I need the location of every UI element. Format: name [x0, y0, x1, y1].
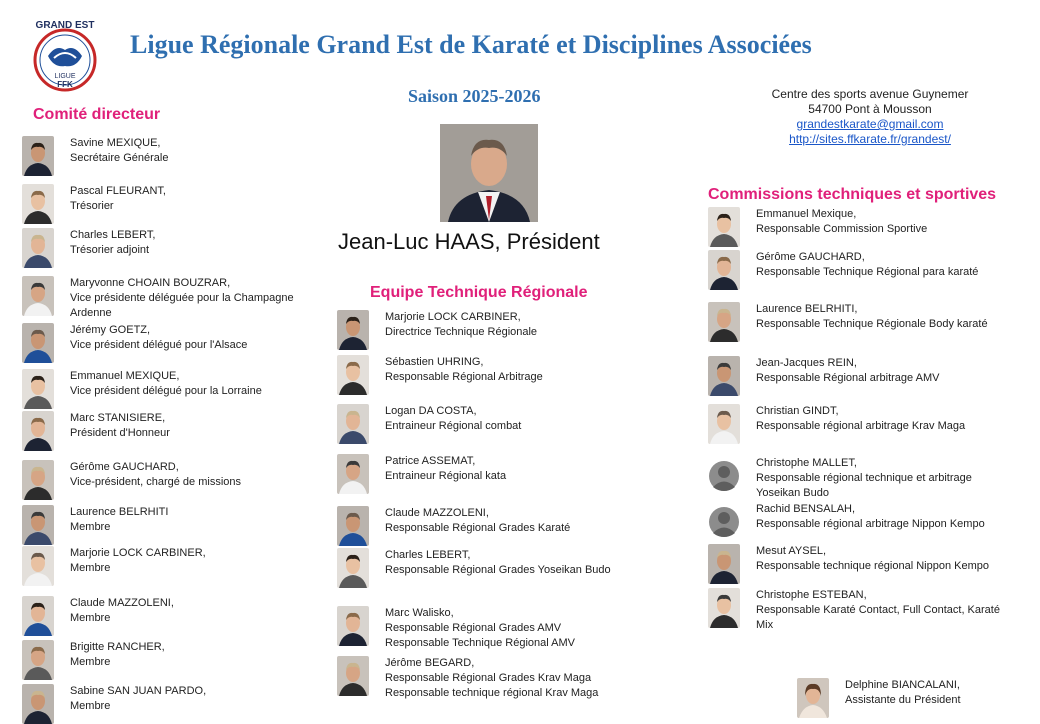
equipe-member: [337, 606, 645, 651]
commissions-member: [708, 544, 1026, 584]
president-name: Jean-Luc HAAS, Président: [338, 229, 600, 254]
member-photo: [22, 640, 54, 680]
member-role2: Responsable Technique Régional AMV: [385, 637, 575, 649]
member-role: Responsable Technique Régional para karaté: [756, 266, 979, 278]
member-name: Mesut AYSEL,: [756, 545, 827, 557]
member-name: Claude MAZZOLENI,: [70, 597, 174, 609]
commissions-member: [708, 356, 1026, 396]
member-role2: Yoseikan Budo: [756, 487, 829, 499]
equipe-member: [337, 404, 645, 444]
member-name: Marc Walisko,: [385, 607, 454, 619]
comite-member: [22, 640, 305, 680]
svg-text:FFK: FFK: [57, 80, 73, 89]
member-photo: [22, 369, 54, 409]
member-role: Trésorier adjoint: [70, 244, 150, 256]
member-role: Responsable technique régional Nippon Kempo: [756, 560, 989, 572]
member-role: Directrice Technique Régionale: [385, 326, 538, 338]
person-silhouette-icon: [708, 502, 740, 542]
member-role: Responsable Technique Régionale Body karaté: [756, 318, 988, 330]
member-photo: [22, 184, 54, 224]
member-photo: [337, 548, 369, 588]
member-photo: [22, 596, 54, 636]
member-photo: [708, 207, 740, 247]
member-name: Marjorie LOCK CARBINER,: [70, 547, 206, 559]
commissions-member: [708, 404, 1026, 444]
member-photo: [22, 276, 54, 316]
member-name: Savine MEXIQUE,: [70, 137, 161, 149]
comite-heading: Comité directeur: [33, 106, 161, 123]
member-role: Membre: [70, 656, 111, 668]
member-role2: Mix: [756, 619, 774, 631]
commissions-member: [708, 302, 1026, 342]
president-photo: [440, 124, 538, 222]
member-photo: [708, 544, 740, 584]
member-photo: [337, 506, 369, 546]
member-photo: [337, 656, 369, 696]
member-name: Christophe MALLET,: [756, 457, 857, 469]
equipe-heading: Equipe Technique Régionale: [370, 284, 588, 301]
commissions-member: [708, 588, 1026, 633]
comite-member: [22, 505, 305, 545]
comite-member: [22, 546, 305, 586]
website-link[interactable]: http://sites.ffkarate.fr/grandest/: [789, 132, 951, 146]
commissions-member: [708, 502, 1026, 542]
member-role: Responsable régional technique et arbitrage: [756, 472, 972, 484]
member-photo: [337, 606, 369, 646]
address-line-2: 54700 Pont à Mousson: [808, 102, 932, 116]
member-name: Jérôme BEGARD,: [385, 657, 475, 669]
svg-text:LIGUE: LIGUE: [54, 73, 76, 80]
comite-member: [22, 684, 305, 724]
season-label: Saison 2025-2026: [408, 86, 541, 106]
member-role: Responsable Karaté Contact, Full Contact, Karaté: [756, 604, 1000, 616]
member-name: Brigitte RANCHER,: [70, 641, 165, 653]
member-role: Vice président délégué pour l'Alsace: [70, 339, 248, 351]
member-name: Christophe ESTEBAN,: [756, 589, 867, 601]
member-photo: [337, 454, 369, 494]
member-role: Secrétaire Générale: [70, 152, 169, 164]
member-role: Membre: [70, 562, 111, 574]
member-name: Laurence BELRHITI: [70, 506, 169, 518]
email-link[interactable]: grandestkarate@gmail.com: [796, 117, 944, 131]
member-name: Gérôme GAUCHARD,: [70, 461, 179, 473]
member-name: Jérémy GOETZ,: [70, 324, 151, 336]
member-name: Charles LEBERT,: [385, 549, 471, 561]
member-name: Rachid BENSALAH,: [756, 503, 856, 515]
assistant-photo: [797, 678, 829, 718]
member-role: Membre: [70, 521, 111, 533]
member-role: Membre: [70, 612, 111, 624]
commissions-member: [708, 456, 1026, 501]
member-photo: [22, 460, 54, 500]
member-name: Marc STANISIERE,: [70, 412, 166, 424]
member-role2: Responsable technique régional Krav Maga: [385, 687, 599, 699]
comite-member: [22, 184, 305, 224]
comite-member: [22, 136, 305, 176]
member-name: Claude MAZZOLENI,: [385, 507, 489, 519]
commissions-heading: Commissions techniques et sportives: [708, 186, 997, 203]
equipe-member: [337, 506, 645, 546]
member-role: Responsable Commission Sportive: [756, 223, 928, 235]
member-photo: [708, 404, 740, 444]
equipe-member: [337, 656, 645, 701]
member-photo: [22, 411, 54, 451]
commissions-member: [708, 207, 1026, 247]
member-name: Laurence BELRHITI,: [756, 303, 858, 315]
member-photo: [708, 302, 740, 342]
member-name: Marjorie LOCK CARBINER,: [385, 311, 521, 323]
member-photo: [708, 356, 740, 396]
comite-member: [22, 369, 305, 409]
member-role: Responsable Régional Grades Karaté: [385, 522, 571, 534]
equipe-member: [337, 454, 645, 494]
member-role: Responsable Régional Grades Krav Maga: [385, 672, 592, 684]
person-silhouette-icon: [708, 456, 740, 496]
member-name: Logan DA COSTA,: [385, 405, 477, 417]
comite-member: [22, 323, 305, 363]
member-role: Trésorier: [70, 200, 114, 212]
member-name: Christian GINDT,: [756, 405, 839, 417]
assistant-entry: [797, 678, 961, 718]
equipe-member: [337, 548, 645, 588]
comite-member: [22, 276, 305, 321]
member-role: Responsable Régional Grades AMV: [385, 622, 562, 634]
member-photo: [22, 228, 54, 268]
equipe-member: [337, 310, 645, 350]
member-role: Responsable Régional arbitrage AMV: [756, 372, 940, 384]
member-name: Sabine SAN JUAN PARDO,: [70, 685, 207, 697]
equipe-member: [337, 355, 645, 395]
member-name: Pascal FLEURANT,: [70, 185, 166, 197]
svg-text:GRAND EST: GRAND EST: [35, 20, 95, 31]
member-photo: [22, 684, 54, 724]
comite-member: [22, 596, 305, 636]
member-name: Gérôme GAUCHARD,: [756, 251, 865, 263]
member-role: Entraineur Régional combat: [385, 420, 522, 432]
page-title: Ligue Régionale Grand Est de Karaté et Disciplines Associées: [130, 30, 812, 59]
member-role: Président d'Honneur: [70, 427, 170, 439]
member-photo: [22, 546, 54, 586]
address-line-1: Centre des sports avenue Guynemer: [771, 87, 969, 101]
member-role: Vice présidente déléguée pour la Champagne Ardenne: [70, 292, 294, 319]
member-photo: [22, 323, 54, 363]
member-name: Emmanuel Mexique,: [756, 208, 857, 220]
assistant-name: Delphine BIANCALANI,: [845, 679, 960, 691]
member-name: Sébastien UHRING,: [385, 356, 484, 368]
member-role: Responsable Régional Arbitrage: [385, 371, 543, 383]
member-name: Charles LEBERT,: [70, 229, 156, 241]
comite-member: [22, 228, 305, 268]
member-photo: [22, 505, 54, 545]
member-photo: [337, 310, 369, 350]
assistant-role: Assistante du Président: [845, 694, 961, 706]
member-role: Vice président délégué pour la Lorraine: [70, 385, 262, 397]
member-role: Vice-président, chargé de missions: [70, 476, 241, 488]
member-role: Entraineur Régional kata: [385, 470, 507, 482]
member-photo: [708, 588, 740, 628]
member-role: Responsable Régional Grades Yoseikan Budo: [385, 564, 611, 576]
address-block: [740, 87, 1000, 147]
member-role: Responsable régional arbitrage Nippon Kempo: [756, 518, 985, 530]
member-photo: [337, 355, 369, 395]
member-photo: [337, 404, 369, 444]
member-role: Membre: [70, 700, 111, 712]
member-photo: [22, 136, 54, 176]
comite-member: [22, 460, 305, 500]
member-name: Maryvonne CHOAIN BOUZRAR,: [70, 277, 231, 289]
ffk-logo: [30, 18, 100, 94]
comite-member: [22, 411, 305, 451]
member-role: Responsable régional arbitrage Krav Maga: [756, 420, 966, 432]
member-name: Jean-Jacques REIN,: [756, 357, 857, 369]
member-name: Patrice ASSEMAT,: [385, 455, 476, 467]
member-name: Emmanuel MEXIQUE,: [70, 370, 180, 382]
member-photo: [708, 250, 740, 290]
commissions-member: [708, 250, 1026, 290]
